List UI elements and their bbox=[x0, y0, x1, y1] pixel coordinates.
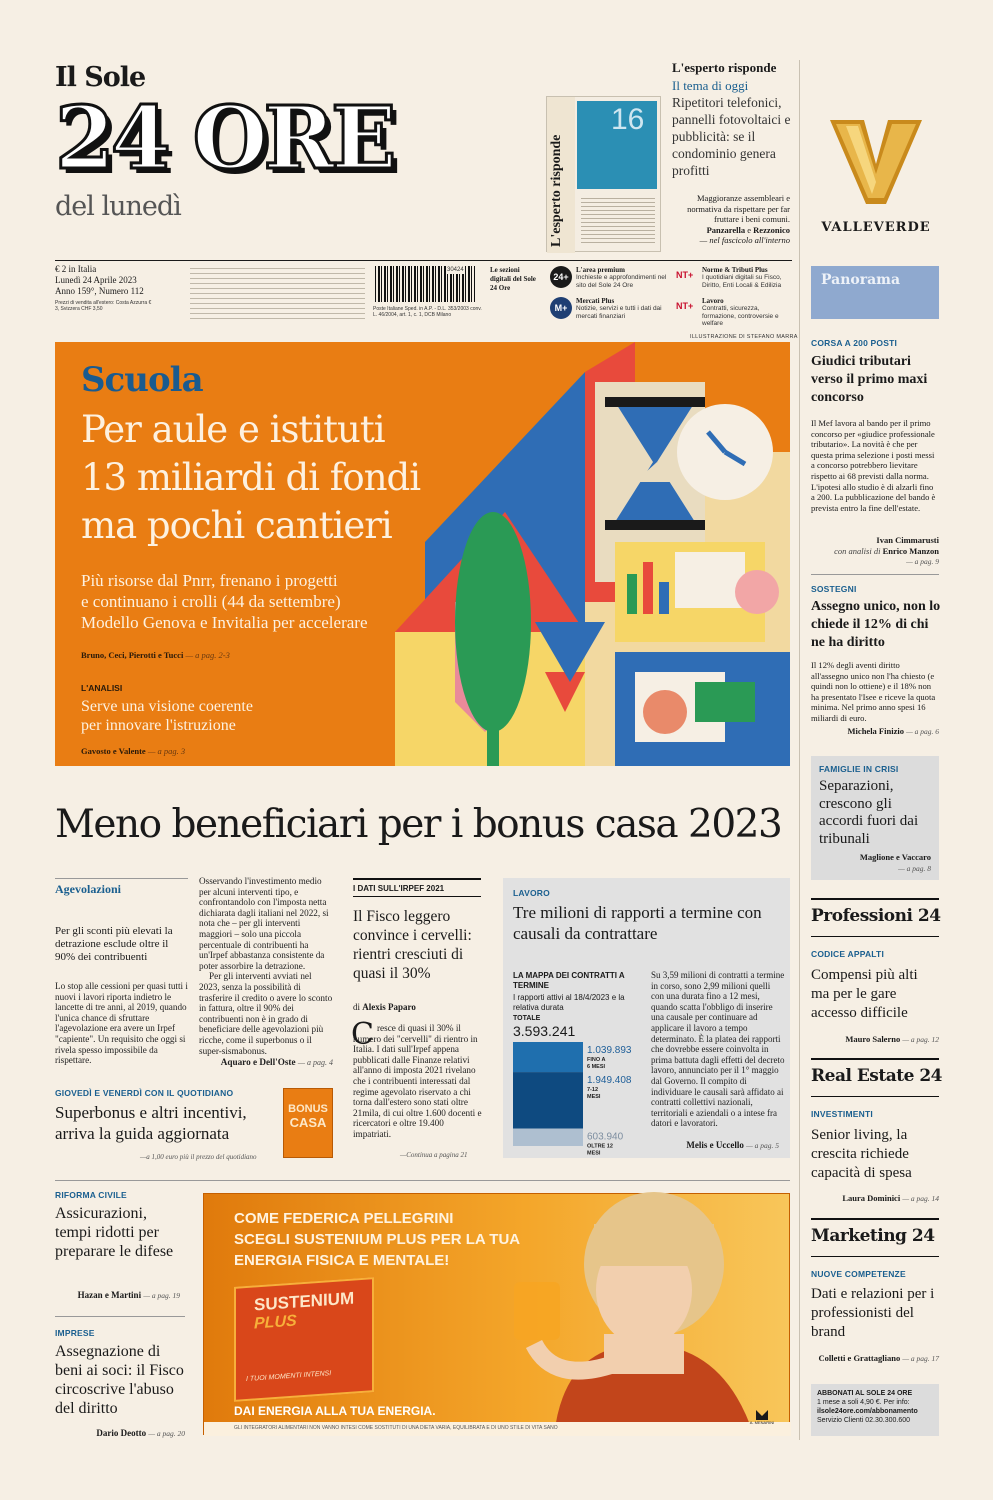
irpef-headline[interactable]: Il Fisco leggero convince i cervelli: rientri cresciuti di quasi il 30% bbox=[353, 908, 472, 982]
side2-body: Il 12% degli aventi diritto all'assegno unico non l'ha chiesto (e quindi non lo ottiene) e il 18% non ha presentato l'Isee e riceve la quota minima. Nel primo anno spesi 16 miliardi di euro. bbox=[811, 660, 936, 723]
famiglie-authors: Maglione e Vaccaro bbox=[859, 852, 931, 862]
ad-line1: COME FEDERICA PELLEGRINI bbox=[234, 1210, 454, 1227]
lead-subhead-line1: Più risorse dal Pnrr, frenano i progetti bbox=[81, 571, 338, 590]
sub-line1: 1 mese a soli 4,90 €. Per info: bbox=[817, 1399, 910, 1406]
side1-author2: Enrico Manzon bbox=[882, 545, 939, 556]
contracts-category-label-3: OLTRE 12 bbox=[587, 1143, 613, 1150]
esperto-promo[interactable] bbox=[672, 60, 792, 179]
sub-title: ABBONATI AL SOLE 24 ORE bbox=[817, 1390, 913, 1397]
section-norme[interactable] bbox=[676, 266, 794, 292]
re-kicker: INVESTIMENTI bbox=[811, 1109, 873, 1119]
badge-24plus-icon: 24+ bbox=[550, 266, 572, 288]
header-rule bbox=[55, 260, 792, 261]
contracts-category-label-2: MESI bbox=[587, 1094, 601, 1101]
lavoro-byline bbox=[651, 1140, 779, 1150]
mk-byline bbox=[811, 1353, 939, 1363]
esperto-topic: Il tema di oggi bbox=[672, 78, 749, 93]
mk-title: Marketing 24 bbox=[811, 1226, 935, 1246]
section-mercati-title: Mercati Plus bbox=[576, 297, 615, 305]
irpef-continue: —Continua a pagina 21 bbox=[400, 1151, 468, 1159]
issue-prices-block bbox=[190, 264, 365, 322]
contracts-chart bbox=[513, 1042, 648, 1157]
side1-kicker: CORSA A 200 POSTI bbox=[811, 338, 898, 348]
prof-page: — a pag. 12 bbox=[902, 1035, 939, 1044]
issue-date: Lunedì 24 Aprile 2023 bbox=[55, 275, 137, 285]
lead-headline-line1: Per aule e istituti bbox=[81, 408, 385, 451]
imprese-authors: Dario Deotto bbox=[96, 1428, 147, 1438]
irpef-kicker-rule bbox=[353, 878, 481, 880]
lead-byline bbox=[81, 650, 230, 660]
contracts-bar-3 bbox=[513, 1129, 583, 1146]
lead-subhead-line3: Modello Genova e Invitalia per accelerare bbox=[81, 613, 368, 632]
contracts-value-label-2: 1.949.408 bbox=[587, 1075, 632, 1087]
issue-abroad: Prezzi di vendita all'estero: Costa Azzurra € 3, Svizzera CHF 3,50 bbox=[55, 300, 152, 312]
contracts-bar-2 bbox=[513, 1072, 583, 1128]
irpef-byline bbox=[353, 1002, 416, 1012]
re-author: Laura Dominici bbox=[842, 1193, 901, 1203]
lead-authors: Bruno, Ceci, Pierotti e Tucci bbox=[81, 650, 184, 660]
esperto-cover-title: L'esperto risponde bbox=[549, 134, 564, 247]
badge-ntplus-lavoro-icon: NT+ bbox=[676, 301, 694, 311]
irpef-body: resce di quasi il 30% il numero dei "cervelli" di rientro in Italia. I dati sull'Irpef appena pubblicati dalle Finanze relativi all'anno di imposta 2021 rivelano che i contribuenti interessati dal regime agevolato riservato a chi torna dall'estero sono stati oltre 21mila, di cui oltre 1.600 docenti e ricercatori e oltre 19.400 impatriati. bbox=[353, 1023, 482, 1139]
barcode-number: 30424 bbox=[447, 267, 464, 273]
bonus-body-2-text: Osservando l'investimento medio per alcuni interventi tipo, e confrontandolo con l'imposta netta dichiarata dagli italiani nel 2022, si nota che – per gli interventi maggiori – solo una piccola percentuale di contribuenti ha un'Irpef abbastanza consistente da poter assorbire la detrazione. bbox=[199, 876, 329, 971]
re-byline bbox=[811, 1193, 939, 1203]
analysis-authors: Gavosto e Valente bbox=[81, 746, 146, 756]
masthead-line1: Il Sole bbox=[55, 62, 146, 93]
guide-cover-a: BONUS bbox=[288, 1103, 328, 1115]
analysis-line2: per innovare l'istruzione bbox=[81, 717, 236, 734]
prof-author: Mauro Salerno bbox=[845, 1034, 901, 1044]
valleverde-logo[interactable] bbox=[812, 112, 940, 244]
ad-headline bbox=[234, 1208, 520, 1271]
bonus-kicker-rule bbox=[55, 878, 188, 879]
bonus-body-1: Lo stop alle cessioni per quasi tutti i nuovi i lavori riporta indietro le lancette di tre anni, al 2019, quando l'unica chance di sfruttare l'agevolazione era avere un Irpef "capiente". Un requisito che oggi si rivela spesso impossibile da rispettare. bbox=[55, 981, 188, 1066]
analysis-headline[interactable] bbox=[81, 697, 253, 735]
analysis-page: — a pag. 3 bbox=[147, 746, 186, 756]
menarini-name: A. MENARINI bbox=[749, 1420, 775, 1425]
prof-kicker: CODICE APPALTI bbox=[811, 949, 885, 959]
side2-kicker: SOSTEGNI bbox=[811, 584, 857, 594]
esperto-author-and: e bbox=[745, 224, 754, 235]
contracts-category-label-3: MESI bbox=[587, 1150, 601, 1157]
famiglie-page: — a pag. 8 bbox=[898, 864, 931, 873]
ad-product-pack bbox=[234, 1277, 374, 1402]
esperto-cover-lines bbox=[581, 195, 655, 243]
bonus-page: — a pag. 4 bbox=[297, 1058, 333, 1068]
imprese-byline bbox=[55, 1428, 185, 1438]
menarini-logo bbox=[744, 1410, 780, 1425]
guide-cover-b: CASA bbox=[289, 1115, 327, 1130]
section-lavoro-desc: Contratti, sicurezza, formazione, controversie e welfare bbox=[702, 305, 779, 327]
badge-ntplus-icon: NT+ bbox=[676, 270, 694, 280]
side1-body: Il Mef lavora al bando per il primo concorso per «giudice professionale tributario». La novità è che per questa prima selezione i posti messi a concorso potrebbero lievitare rispetto ai 68 previsti dalla norma. L'ipotesi allo studio è di alzarli fino a 200. La pubblicazione del bando è prevista entro la fine dell'estate. bbox=[811, 418, 936, 513]
lead-illustration bbox=[395, 342, 790, 766]
section-norme-title: Norme & Tributi Plus bbox=[702, 266, 768, 274]
sub-line3: Servizio Clienti 02.30.300.600 bbox=[817, 1417, 911, 1424]
section-24plus-title: L'area premium bbox=[576, 266, 625, 274]
bonus-kicker: Agevolazioni bbox=[55, 882, 121, 896]
civile-page: — a pag. 19 bbox=[143, 1291, 180, 1300]
lead-headline-line2: 13 miliardi di fondi bbox=[81, 456, 421, 499]
civile-authors: Hazan e Martini bbox=[77, 1290, 142, 1300]
lavoro-panel[interactable] bbox=[503, 878, 790, 1158]
analysis-byline bbox=[81, 746, 185, 756]
irpef-author: Alexis Paparo bbox=[362, 1002, 416, 1012]
side1-byline bbox=[811, 535, 939, 568]
lead-headline bbox=[81, 406, 420, 550]
mk-page: — a pag. 17 bbox=[902, 1354, 939, 1363]
ad-product-plus: PLUS bbox=[254, 1312, 297, 1333]
side1-with: con analisi di bbox=[834, 545, 881, 556]
ad-line3: ENERGIA FISICA E MENTALE! bbox=[234, 1252, 450, 1269]
lead-page: — a pag. 2-3 bbox=[185, 650, 230, 660]
lead-subhead bbox=[81, 570, 368, 633]
bonus-authors: Aquaro e Dell'Oste bbox=[220, 1057, 296, 1068]
lead-subhead-line2: e continuano i crolli (44 da settembre) bbox=[81, 592, 341, 611]
badge-mplus-icon: M+ bbox=[550, 297, 572, 319]
panorama-header bbox=[811, 266, 939, 319]
bonus-body-2 bbox=[199, 876, 333, 1069]
bonus-byline bbox=[199, 1057, 333, 1069]
prof-top-rule bbox=[811, 898, 939, 900]
esperto-author-b: Rezzonico bbox=[753, 224, 790, 235]
ad-slogan: DAI ENERGIA ALLA TUA ENERGIA. bbox=[234, 1404, 436, 1418]
ad-line2: SCEGLI SUSTENIUM PLUS PER LA TUA bbox=[234, 1231, 521, 1248]
issue-info bbox=[55, 264, 185, 312]
panorama-title: Panorama bbox=[821, 272, 901, 288]
lead-headline-line3: ma pochi cantieri bbox=[81, 504, 392, 547]
re-bottom-rule bbox=[811, 1096, 939, 1097]
esperto-author-a: Panzarella bbox=[706, 224, 746, 235]
issue-price: € 2 in Italia bbox=[55, 264, 97, 274]
civile-kicker: RIFORMA CIVILE bbox=[55, 1190, 127, 1200]
prof-headline[interactable]: Compensi più alti ma per le gare accesso difficile bbox=[811, 967, 918, 1021]
postal-info: Poste Italiane Sped. in A.P. - D.L. 353/2003 conv. L. 46/2004, art. 1, c. 1, DCB Milano bbox=[373, 306, 482, 318]
chart-total-label: TOTALE bbox=[513, 1015, 541, 1022]
esperto-cover[interactable] bbox=[546, 96, 661, 252]
prof-bottom-rule bbox=[811, 936, 939, 937]
illustration-credit: ILLUSTRAZIONE DI STEFANO MARRA bbox=[690, 334, 798, 340]
guide-headline[interactable]: Superbonus e altri incentivi, arriva la guida aggiornata bbox=[55, 1103, 247, 1143]
analysis-kicker: L'ANALISI bbox=[81, 683, 123, 693]
esperto-inside: — nel fascicolo all'interno bbox=[699, 235, 790, 245]
issue-year: Anno 159°, Numero 112 bbox=[55, 286, 144, 296]
masthead bbox=[55, 62, 425, 242]
guide-note: —a 1,00 euro più il prezzo del quotidiano bbox=[140, 1153, 257, 1161]
section-mercati[interactable] bbox=[550, 297, 670, 321]
imprese-headline[interactable]: Assegnazione di beni ai soci: il Fisco circoscrive l'abuso del diritto bbox=[55, 1343, 184, 1417]
valleverde-v-icon bbox=[812, 112, 940, 212]
esperto-kicker: L'esperto risponde bbox=[672, 60, 777, 75]
prof-byline bbox=[811, 1034, 939, 1044]
lavoro-kicker: LAVORO bbox=[513, 888, 550, 898]
irpef-kicker-rule2 bbox=[353, 896, 481, 897]
side2-author: Michela Finizio bbox=[847, 726, 904, 736]
section-lavoro[interactable] bbox=[676, 297, 794, 327]
guide-kicker: GIOVEDÌ E VENERDÌ CON IL QUOTIDIANO bbox=[55, 1088, 234, 1098]
chart-subtitle: I rapporti attivi al 18/4/2023 e la relativa durata bbox=[513, 993, 625, 1012]
esperto-text: Ripetitori telefonici, pannelli fotovoltaici e pubblicità: se il condominio genera profitti bbox=[672, 95, 791, 178]
re-page: — a pag. 14 bbox=[902, 1194, 939, 1203]
civile-headline[interactable]: Assicurazioni, tempi ridotti per preparare le difese bbox=[55, 1205, 174, 1260]
side1-headline[interactable]: Giudici tributari verso il primo maxi concorso bbox=[811, 354, 928, 405]
section-mercati-desc: Notizie, servizi e tutti i dati dai mercati finanziari bbox=[576, 305, 662, 320]
contracts-chart-svg bbox=[513, 1042, 648, 1157]
side2-byline bbox=[811, 726, 939, 736]
esperto-cover-number: 16 bbox=[611, 103, 645, 136]
contracts-category-label-1: 6 MESI bbox=[587, 1064, 606, 1070]
lavoro-authors: Melis e Uccello bbox=[686, 1140, 744, 1150]
section-24plus-desc: Inchieste e approfondimenti nel sito del Sole 24 Ore bbox=[576, 274, 667, 289]
bottom-rule bbox=[55, 1180, 790, 1181]
masthead-logo: 24 ORE bbox=[55, 88, 393, 189]
chart-title: LA MAPPA DEI CONTRATTI A TERMINE bbox=[513, 971, 625, 990]
digital-sections-title: Le sezioni digitali del Sole 24 Ore bbox=[490, 266, 536, 292]
prof-title: Professioni 24 bbox=[811, 906, 941, 926]
lavoro-headline: Tre milioni di rapporti a termine con causali da contrattare bbox=[513, 903, 762, 943]
esperto-note-text: Maggioranze assembleari e normativa da rispettare per far fruttare i beni comuni. bbox=[687, 193, 790, 224]
ad-product-name: SUSTENIUM bbox=[254, 1288, 355, 1315]
valleverde-name: VALLEVERDE bbox=[821, 220, 931, 235]
bonus-deck: Per gli sconti più elevati la detrazione esclude oltre il 90% dei contribuenti bbox=[55, 925, 173, 963]
lavoro-body: Su 3,59 milioni di contratti a termine in corso, sono 2,99 milioni quelli con una durata fino a 12 mesi, quando scatta l'obbligo di inserire una causale per continuare ad applicare il lavoro a tempo determinato. È la platea dei rapporti che dovrebbe essere coinvolta in prima battuta dagli effetti del decreto lavoro, annunciato per il 1° maggio dal Governo. Il compito di individuare le causali sarà affidato ai contratti collettivi nazionali, territoriali e aziendali o a intese fra datori e lavoratori. bbox=[651, 970, 785, 1129]
re-top-rule bbox=[811, 1058, 939, 1060]
side1-page: — a pag. 9 bbox=[906, 557, 939, 566]
menarini-m-icon bbox=[756, 1410, 768, 1420]
lead-kicker: Scuola bbox=[81, 360, 203, 400]
guide-cover[interactable] bbox=[283, 1088, 333, 1158]
lead-story[interactable] bbox=[55, 342, 790, 766]
irpef-kicker: I DATI SULL'IRPEF 2021 bbox=[353, 884, 445, 893]
mk-top-rule bbox=[811, 1218, 939, 1220]
mk-author: Colletti e Grattagliano bbox=[818, 1353, 901, 1363]
esperto-note bbox=[672, 193, 790, 246]
famiglie-kicker: FAMIGLIE IN CRISI bbox=[819, 764, 899, 774]
mk-kicker: NUOVE COMPETENZE bbox=[811, 1269, 906, 1279]
famiglie-headline: Separazioni, crescono gli accordi fuori dai tribunali bbox=[819, 778, 919, 847]
section-norme-desc: I quotidiani digitali su Fisco, Diritto, Enti Locali & Edilizia bbox=[702, 274, 782, 289]
lavoro-page: — a pag. 5 bbox=[746, 1141, 779, 1150]
mk-bottom-rule bbox=[811, 1256, 939, 1257]
contracts-category-label-1: FINO A bbox=[587, 1057, 606, 1063]
contracts-value-label-3: 603.940 bbox=[587, 1131, 624, 1143]
analysis-line1: Serve una visione coerente bbox=[81, 698, 253, 715]
subscription-box[interactable] bbox=[811, 1384, 939, 1436]
civile-byline bbox=[55, 1290, 180, 1300]
bonus-headline[interactable]: Meno beneficiari per i bonus casa 2023 bbox=[55, 802, 782, 847]
side1-author: Ivan Cimmarusti bbox=[876, 535, 939, 545]
sub-line2[interactable]: ilsole24ore.com/abbonamento bbox=[817, 1408, 918, 1415]
side2-headline[interactable]: Assegno unico, non lo chiede il 12% di chi ne ha diritto bbox=[811, 599, 941, 650]
imprese-kicker: IMPRESE bbox=[55, 1328, 95, 1338]
imprese-page: — a pag. 20 bbox=[148, 1429, 185, 1438]
re-title: Real Estate 24 bbox=[811, 1066, 942, 1086]
civile-rule bbox=[55, 1316, 185, 1317]
side1-rule bbox=[811, 574, 939, 575]
section-lavoro-title: Lavoro bbox=[702, 297, 724, 305]
famiglie-byline bbox=[819, 852, 931, 874]
irpef-by: di bbox=[353, 1002, 361, 1012]
famiglie-box[interactable] bbox=[811, 756, 939, 880]
contracts-value-label-1: 1.039.893 bbox=[587, 1045, 632, 1056]
sustenium-ad[interactable] bbox=[203, 1193, 790, 1435]
ad-disclaimer: GLI INTEGRATORI ALIMENTARI NON VANNO INTESI COME SOSTITUTI DI UNA DIETA VARIA, EQUILIBRATA E DI UNO STILE DI VITA SANO bbox=[234, 1425, 558, 1431]
sidebar-divider bbox=[799, 60, 800, 1440]
re-headline[interactable]: Senior living, la crescita richiede capacità di spesa bbox=[811, 1127, 912, 1181]
chart-total-value: 3.593.241 bbox=[513, 1023, 576, 1039]
ad-person bbox=[494, 1194, 791, 1436]
bonus-body-3: Per gli interventi avviati nel 2023, senza la possibilità di trasferire il credito o avere lo sconto in fattura, oltre il 90% dei contribuenti non è in grado di beneficiare delle agevolazioni più ricche, come il superbonus o il super-sismabonus. bbox=[199, 971, 333, 1056]
masthead-line3: del lunedì bbox=[55, 191, 181, 222]
ad-pack-tag: I TUOI MOMENTI INTENSI bbox=[246, 1370, 332, 1384]
contracts-bar-1 bbox=[513, 1042, 583, 1072]
side2-page: — a pag. 6 bbox=[906, 727, 939, 736]
irpef-dropcap: C bbox=[351, 1017, 374, 1052]
section-24plus[interactable] bbox=[550, 266, 670, 290]
contracts-category-label-2: 7-12 bbox=[587, 1087, 599, 1094]
mk-headline[interactable]: Dati e relazioni per i professionisti del brand bbox=[811, 1286, 935, 1340]
